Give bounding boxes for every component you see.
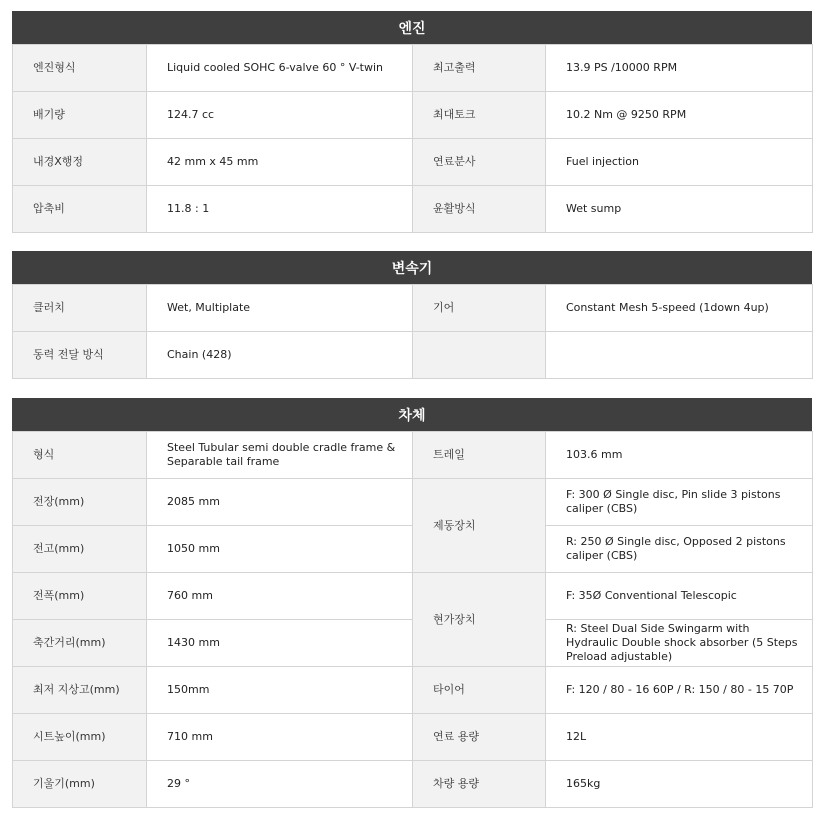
table-row: [13, 186, 813, 233]
table-row: [13, 573, 813, 620]
spec-value: 29 °: [147, 761, 413, 808]
transmission-spec-table: [12, 284, 813, 379]
spec-value: Steel Tubular semi double cradle frame & Separable tail frame: [147, 432, 413, 479]
spec-label: 최고출력: [413, 45, 546, 92]
spec-value: R: Steel Dual Side Swingarm with Hydraulic Double shock absorber (5 Steps Preload adjustable): [546, 620, 813, 667]
spec-value: 124.7 cc: [147, 92, 413, 139]
spec-label: 연료 용량: [413, 714, 546, 761]
spec-value: 1050 mm: [147, 526, 413, 573]
table-row: [13, 714, 813, 761]
table-row: [13, 285, 813, 332]
spec-label: 연료분사: [413, 139, 546, 186]
spec-label: 타이어: [413, 667, 546, 714]
chassis-section: [12, 398, 812, 808]
spec-value: 150mm: [147, 667, 413, 714]
spec-value: F: 35Ø Conventional Telescopic: [546, 573, 813, 620]
spec-label: 최저 지상고(mm): [13, 667, 147, 714]
spec-label: 축간거리(mm): [13, 620, 147, 667]
spec-label: 전고(mm): [13, 526, 147, 573]
spec-value: R: 250 Ø Single disc, Opposed 2 pistons caliper (CBS): [546, 526, 813, 573]
table-row: [13, 479, 813, 526]
spec-label: 클러치: [13, 285, 147, 332]
spec-label: 트레일: [413, 432, 546, 479]
spec-value: 165kg: [546, 761, 813, 808]
spec-label: 제동장치: [413, 479, 546, 573]
spec-label: 동력 전달 방식: [13, 332, 147, 379]
spec-value: 13.9 PS /10000 RPM: [546, 45, 813, 92]
spec-label: 최대토크: [413, 92, 546, 139]
spec-value: 760 mm: [147, 573, 413, 620]
spec-value: 710 mm: [147, 714, 413, 761]
chassis-section-title: 차체: [12, 398, 812, 431]
chassis-spec-table: [12, 431, 813, 808]
spec-value: 2085 mm: [147, 479, 413, 526]
spec-label: 현가장치: [413, 573, 546, 667]
table-row: [13, 667, 813, 714]
spec-label: 전장(mm): [13, 479, 147, 526]
spec-label: 윤활방식: [413, 186, 546, 233]
spec-value: Wet, Multiplate: [147, 285, 413, 332]
spec-value: [546, 332, 813, 379]
spec-label: 내경X행정: [13, 139, 147, 186]
spec-value: 103.6 mm: [546, 432, 813, 479]
spec-value: 10.2 Nm @ 9250 RPM: [546, 92, 813, 139]
spec-value: Fuel injection: [546, 139, 813, 186]
spec-label: 기어: [413, 285, 546, 332]
spec-value: 1430 mm: [147, 620, 413, 667]
transmission-section: [12, 251, 812, 379]
table-row: [13, 45, 813, 92]
spec-value: F: 120 / 80 - 16 60P / R: 150 / 80 - 15 70P: [546, 667, 813, 714]
transmission-section-title: 변속기: [12, 251, 812, 284]
table-row: [13, 761, 813, 808]
engine-spec-table: [12, 44, 813, 233]
spec-value: F: 300 Ø Single disc, Pin slide 3 pistons caliper (CBS): [546, 479, 813, 526]
spec-value: 42 mm x 45 mm: [147, 139, 413, 186]
spec-value: Constant Mesh 5-speed (1down 4up): [546, 285, 813, 332]
spec-value: Wet sump: [546, 186, 813, 233]
table-row: [13, 92, 813, 139]
table-row: [13, 332, 813, 379]
spec-label: 배기량: [13, 92, 147, 139]
spec-value: 12L: [546, 714, 813, 761]
spec-label: 차량 용량: [413, 761, 546, 808]
table-row: [13, 432, 813, 479]
engine-section-title: 엔진: [12, 11, 812, 44]
spec-label: 전폭(mm): [13, 573, 147, 620]
spec-label: 엔진형식: [13, 45, 147, 92]
table-row: [13, 139, 813, 186]
spec-label: [413, 332, 546, 379]
spec-label: 기울기(mm): [13, 761, 147, 808]
engine-section: [12, 11, 812, 233]
spec-value: Liquid cooled SOHC 6-valve 60 ° V-twin: [147, 45, 413, 92]
spec-label: 압축비: [13, 186, 147, 233]
spec-label: 형식: [13, 432, 147, 479]
spec-value: 11.8 : 1: [147, 186, 413, 233]
spec-label: 시트높이(mm): [13, 714, 147, 761]
spec-value: Chain (428): [147, 332, 413, 379]
